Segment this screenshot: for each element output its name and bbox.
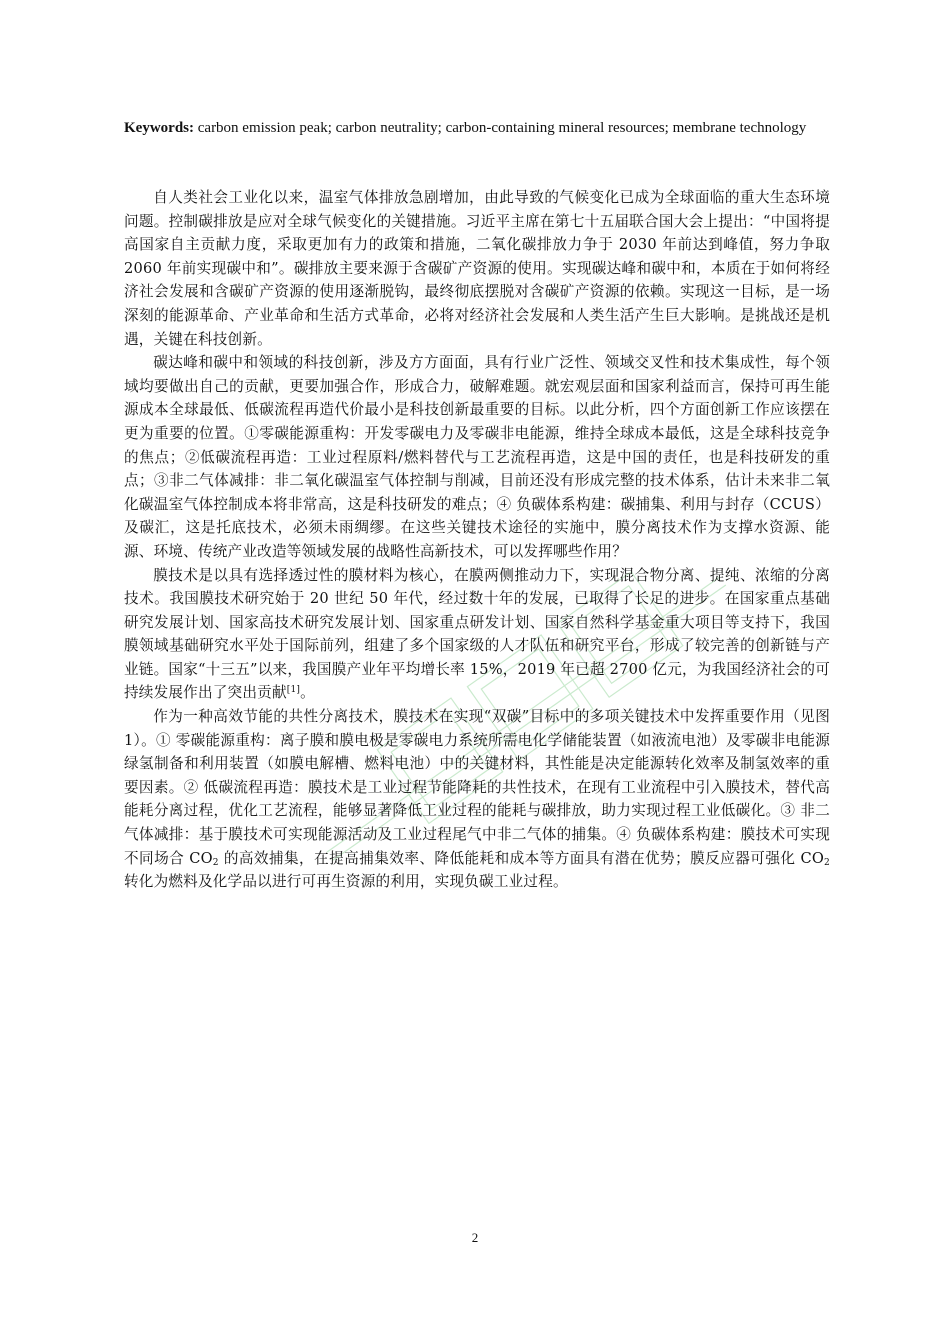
paragraph-text: 膜技术是以具有选择透过性的膜材料为核心，在膜两侧推动力下，实现混合物分离、提纯、浓缩的分离技术。我国膜技术研究始于 20 世纪 50 年代，经过数十年的发展，已取得了长足的进步。在国家重点基础研究发展计划、国家高技术研究发展计划、国家重点研发计划、国家自然科学基金重大项目等支持下，我国膜领域基础研究水平处于国际前列，组建了多个国家级的人才队伍和研究平台，形成了较完善的创新链与产业链。国家“十三五”以来，我国膜产业年平均增长率 15%，2019 年已超 2700 亿元，为我国经济社会的可持续发展作出了突出贡献 — [124, 566, 830, 702]
keywords-section — [124, 115, 830, 141]
paragraph-text: 作为一种高效节能的共性分离技术，膜技术在实现“双碳”目标中的多项关键技术中发挥重要作用（见图 1）。① 零碳能源重构：离子膜和膜电极是零碳电力系统所需电化学储能装置（如液流电池）及零碳非电能源绿氢制备和利用装置（如膜电解槽、燃料电池）中的关键材料，其性能是决定能源转化效率及制氢效率的重要因素。② 低碳流程再造：膜技术是工业过程节能降耗的共性技术，在现有工业流程中引入膜技术，替代高能耗分离过程，优化工艺流程，能够显著降低工业过程的能耗与碳排放，助力实现过程工业低碳化。③ 非二气体减排：基于膜技术可实现能源活动及工业过程尾气中非二气体的捕集。④ 负碳体系构建：膜技术可实现不同场合 CO — [124, 708, 830, 867]
paragraph-text: 碳达峰和碳中和领域的科技创新，涉及方方面面，具有行业广泛性、领域交叉性和技术集成性，每个领域均要做出自己的贡献，更要加强合作，形成合力，破解难题。就宏观层面和国家利益而言，保持可再生能源成本全球最低、低碳流程再造代价最小是科技创新最重要的目标。以此分析，四个方面创新工作应该摆在更为重要的位置。①零碳能源重构：开发零碳电力及零碳非电能源，维持全球成本最低，这是全球科技竞争的焦点；②低碳流程再造：工业过程原料/燃料替代与工艺流程再造，这是中国的责任，也是科技研发的重点；③非二气体减排：非二氧化碳温室气体控制与削减，目前还没有形成完整的技术体系，估计未来非二氧化碳温室气体控制成本将非常高，这是科技研发的难点；④ 负碳体系构建：碳捕集、利用与封存（CCUS）及碳汇，这是托底技术，必须未雨绸缪。在这些关键技术途径的实施中，膜分离技术作为支撑水资源、能源、环境、传统产业改造等领域发展的战略性高新技术，可以发挥哪些作用？ — [124, 354, 830, 560]
paragraph-text: 的高效捕集，在提高捕集效率、降低能耗和成本等方面具有潜在优势；膜反应器可强化 CO — [218, 849, 825, 867]
citation-superscript: [1] — [286, 685, 301, 696]
subscript: 2 — [824, 857, 831, 868]
subscript: 2 — [212, 857, 219, 868]
paragraph — [124, 351, 830, 563]
keywords-label: Keywords: — [124, 120, 194, 136]
body-text — [124, 186, 830, 894]
paragraph — [124, 564, 830, 706]
paragraph-text: 。 — [300, 684, 315, 702]
page-number: 2 — [471, 1230, 479, 1245]
paragraph — [124, 186, 830, 351]
keywords-text: carbon emission peak; carbon neutrality; carbon-containing mineral resources; membrane technology — [194, 120, 807, 136]
paragraph-text: 自人类社会工业化以来，温室气体排放急剧增加，由此导致的气候变化已成为全球面临的重大生态环境问题。控制碳排放是应对全球气候变化的关键措施。习近平主席在第七十五届联合国大会上提出：“中国将提高国家自主贡献力度，采取更加有力的政策和措施，二氧化碳排放力争于 2030 年前达到峰值，努力争取 2060 年前实现碳中和”。碳排放主要来源于含碳矿产资源的使用。实现碳达峰和碳中和，本质在于如何将经济社会发展和含碳矿产资源的使用逐渐脱钩，最终彻底摆脱对含碳矿产资源的依赖。实现这一目标，是一场深刻的能源革命、产业革命和生活方式革命，必将对经济社会发展和人类生活产生巨大影响。是挑战还是机遇，关键在科技创新。 — [124, 189, 830, 348]
paragraph — [124, 705, 830, 894]
paragraph-text: 转化为燃料及化学品以进行可再生资源的利用，实现负碳工业过程。 — [124, 873, 568, 891]
